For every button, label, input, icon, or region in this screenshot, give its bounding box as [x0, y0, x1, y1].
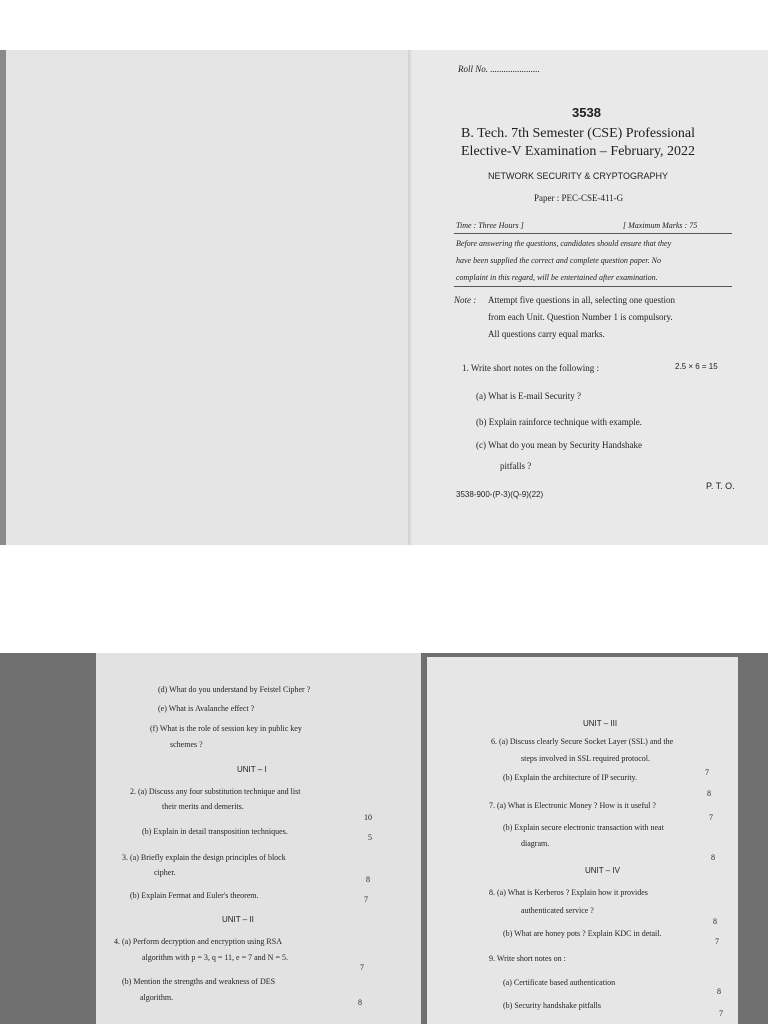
time-allowed: Time : Three Hours ] [456, 221, 524, 230]
question-8a-marks: 8 [713, 917, 717, 926]
header-rule [454, 233, 732, 234]
question-1a: (a) What is E-mail Security ? [476, 391, 582, 401]
question-2b: (b) Explain in detail transposition techniques. [142, 827, 288, 836]
question-3a-line-1: 3. (a) Briefly explain the design principles of block [122, 853, 286, 862]
question-6a-line-1: 6. (a) Discuss clearly Secure Socket Layer (SSL) and the [491, 737, 674, 746]
question-9a-marks: 8 [717, 987, 721, 996]
exam-title-line-2: Elective-V Examination – February, 2022 [461, 144, 696, 159]
question-9b-marks: 7 [719, 1009, 723, 1018]
question-1f-line-1: (f) What is the role of session key in public key [150, 724, 302, 733]
question-4a-marks: 7 [360, 963, 364, 972]
question-4b-marks: 8 [358, 998, 362, 1007]
question-7a-marks: 7 [709, 813, 713, 822]
question-7b-marks: 8 [711, 853, 715, 862]
question-paper-first-page [412, 50, 768, 545]
subject-title: NETWORK SECURITY & CRYPTOGRAPHY [488, 171, 669, 181]
question-9-intro: 9. Write short notes on : [489, 954, 566, 963]
note-line-2: from each Unit. Question Number 1 is compulsory. [488, 312, 673, 322]
question-1f-line-2: schemes ? [170, 740, 203, 749]
unit-3-heading: UNIT – III [583, 719, 618, 728]
question-2a-line-2: their merits and demerits. [162, 802, 244, 811]
question-4a-line-1: 4. (a) Perform decryption and encryption using RSA [114, 937, 282, 946]
instruction-rule [454, 286, 732, 287]
question-3b-marks: 7 [364, 895, 368, 904]
question-4b-line-1: (b) Mention the strengths and weakness of DES [122, 977, 276, 986]
question-3a-line-2: cipher. [154, 868, 176, 877]
exam-title-line-1: B. Tech. 7th Semester (CSE) Professional [461, 126, 696, 141]
question-2a-line-1: 2. (a) Discuss any four substitution technique and list [130, 787, 301, 796]
question-1e: (e) What is Avalanche effect ? [158, 704, 255, 713]
roll-number: Roll No. ...................... [458, 64, 540, 74]
instruction-line-3: complaint in this regard, will be entertained after examination. [456, 273, 658, 282]
question-4a-line-2: algorithm with p = 3, q = 11, e = 7 and N = 5. [142, 953, 288, 962]
question-1c-line-1: (c) What do you mean by Security Handshake [476, 440, 643, 450]
instruction-line-2: have been supplied the correct and complete question paper. No [456, 256, 661, 265]
blank-left-page [6, 50, 412, 545]
question-1b: (b) Explain rainforce technique with example. [476, 417, 642, 427]
question-8a-line-2: authenticated service ? [521, 906, 594, 915]
question-2a-marks: 10 [364, 813, 372, 822]
question-6a-marks: 7 [705, 768, 709, 777]
question-3a-marks: 8 [366, 875, 370, 884]
question-1d: (d) What do you understand by Feistel Cipher ? [158, 685, 311, 694]
question-4b-line-2: algorithm. [140, 993, 174, 1002]
question-9a: (a) Certificate based authentication [503, 978, 616, 987]
photo-page-1 [0, 50, 768, 545]
question-1c-line-2: pitfalls ? [500, 461, 532, 471]
question-7b-line-1: (b) Explain secure electronic transaction with neat [503, 823, 664, 832]
question-6b-marks: 8 [707, 789, 711, 798]
question-7b-line-2: diagram. [521, 839, 550, 848]
unit-4-heading: UNIT – IV [585, 866, 620, 875]
question-8b: (b) What are honey pots ? Explain KDC in detail. [503, 929, 662, 938]
question-9b: (b) Security handshake pitfalls [503, 1001, 601, 1010]
question-8b-marks: 7 [715, 937, 719, 946]
question-8a-line-1: 8. (a) What is Kerberos ? Explain how it provides [489, 888, 648, 897]
unit-1-heading: UNIT – I [237, 765, 267, 774]
instruction-line-1: Before answering the questions, candidates should ensure that they [456, 239, 672, 248]
question-paper-page-3 [427, 657, 738, 1024]
photo-page-2 [0, 653, 768, 1024]
footer-code: 3538-900-(P-3)(Q-9)(22) [456, 490, 544, 499]
question-3b: (b) Explain Fermat and Euler's theorem. [130, 891, 259, 900]
please-turn-over: P. T. O. [706, 481, 735, 491]
paper-code: 3538 [572, 105, 601, 120]
note-line-1: Attempt five questions in all, selecting one question [488, 295, 675, 305]
unit-2-heading: UNIT – II [222, 915, 254, 924]
maximum-marks: [ Maximum Marks : 75 [623, 221, 698, 230]
question-paper-page-2 [96, 653, 421, 1024]
question-6b: (b) Explain the architecture of IP security. [503, 773, 638, 782]
paper-number: Paper : PEC-CSE-411-G [534, 193, 624, 203]
question-7a: 7. (a) What is Electronic Money ? How is it useful ? [489, 801, 656, 810]
question-1-marks: 2.5 × 6 = 15 [675, 362, 718, 371]
question-6a-line-2: steps involved in SSL required protocol. [521, 754, 651, 763]
note-line-3: All questions carry equal marks. [488, 329, 605, 339]
question-2b-marks: 5 [368, 833, 372, 842]
question-1-intro: 1. Write short notes on the following : [462, 363, 599, 373]
note-label: Note : [454, 295, 477, 305]
